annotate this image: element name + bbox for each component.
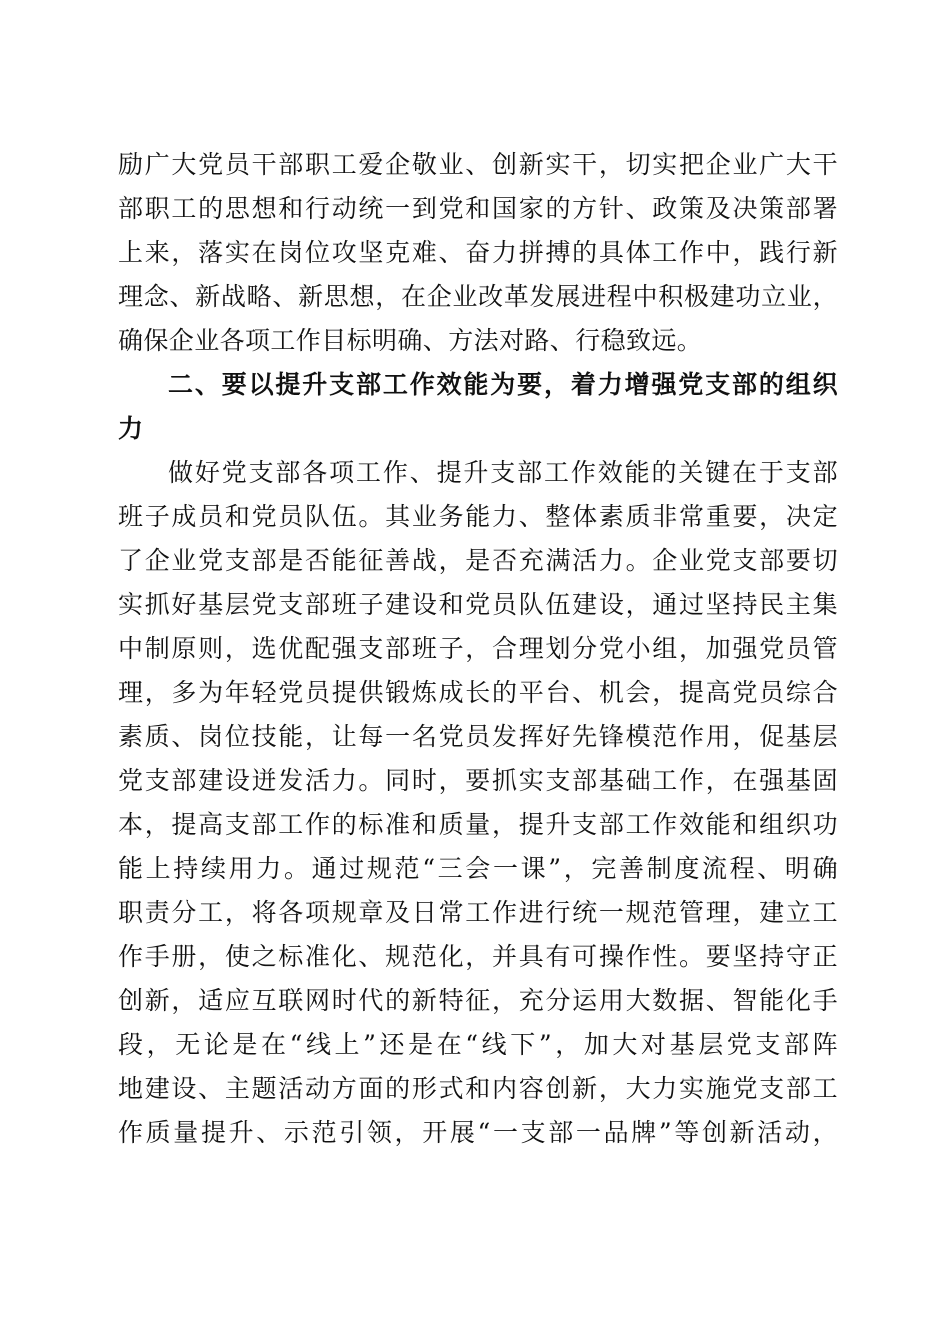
heading-line: 力 bbox=[118, 414, 144, 443]
text-line: 了企业党支部是否能征善战，是否充满活力。企业党支部要切 bbox=[118, 546, 838, 575]
heading-line: 二、要以提升支部工作效能为要，着力增强党支部的组织 bbox=[168, 370, 838, 399]
text-line: 励广大党员干部职工爱企敬业、创新实干，切实把企业广大干 bbox=[118, 150, 838, 179]
text-line: 能上持续用力。通过规范“三会一课”，完善制度流程、明确 bbox=[118, 854, 838, 883]
text-line: 作手册，使之标准化、规范化，并具有可操作性。要坚持守正 bbox=[118, 942, 838, 971]
text-line: 素质、岗位技能，让每一名党员发挥好先锋模范作用，促基层 bbox=[118, 722, 838, 751]
text-line: 确保企业各项工作目标明确、方法对路、行稳致远。 bbox=[118, 326, 703, 355]
text-line: 中制原则，选优配强支部班子，合理划分党小组，加强党员管 bbox=[118, 634, 838, 663]
paragraph-previous bbox=[118, 143, 838, 363]
paragraph-main bbox=[118, 451, 838, 1155]
text-line: 本，提高支部工作的标准和质量，提升支部工作效能和组织功 bbox=[118, 810, 838, 839]
text-line: 实抓好基层党支部班子建设和党员队伍建设，通过坚持民主集 bbox=[118, 590, 838, 619]
section-heading bbox=[118, 363, 838, 451]
text-line: 班子成员和党员队伍。其业务能力、整体素质非常重要，决定 bbox=[118, 502, 838, 531]
text-line: 理念、新战略、新思想，在企业改革发展进程中积极建功立业， bbox=[118, 282, 838, 311]
text-line: 上来，落实在岗位攻坚克难、奋力拼搏的具体工作中，践行新 bbox=[118, 238, 838, 267]
text-line: 部职工的思想和行动统一到党和国家的方针、政策及决策部署 bbox=[118, 194, 838, 223]
text-line: 党支部建设迸发活力。同时，要抓实支部基础工作，在强基固 bbox=[118, 766, 838, 795]
text-line: 做好党支部各项工作、提升支部工作效能的关键在于支部 bbox=[168, 458, 838, 487]
text-line: 理，多为年轻党员提供锻炼成长的平台、机会，提高党员综合 bbox=[118, 678, 838, 707]
text-line: 段，无论是在“线上”还是在“线下”，加大对基层党支部阵 bbox=[118, 1030, 838, 1059]
text-line: 地建设、主题活动方面的形式和内容创新，大力实施党支部工 bbox=[118, 1074, 838, 1103]
text-line: 作质量提升、示范引领，开展“一支部一品牌”等创新活动， bbox=[118, 1118, 838, 1147]
document-body bbox=[118, 143, 838, 1155]
text-line: 职责分工，将各项规章及日常工作进行统一规范管理，建立工 bbox=[118, 898, 838, 927]
text-line: 创新，适应互联网时代的新特征，充分运用大数据、智能化手 bbox=[118, 986, 838, 1015]
